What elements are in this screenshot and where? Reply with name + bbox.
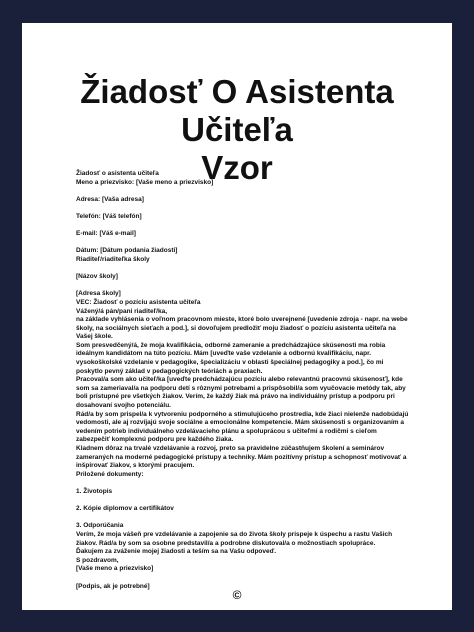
letter-line: zabezpečiť komplexnú podporu pre každého žiaka. <box>76 436 234 444</box>
letter-line: [Vaše meno a priezvisko] <box>76 565 154 573</box>
letter-line: žiakov. Rád/a by som sa osobne predstavil/a a podrobne diskutoval/a o možnostiach spolupráce. <box>76 539 376 547</box>
letter-line: dosahovaní svojho potenciálu. <box>76 402 171 410</box>
letter-line: Verím, že moja vášeň pre vzdelávanie a zapojenie sa do života školy prispeje k úspechu a rastu Vašich <box>76 530 393 538</box>
letter-line: Vážený/á pán/pani riaditeľ/ka, <box>76 307 168 315</box>
blank-line <box>76 265 410 274</box>
letter-line: Pracoval/a som ako učiteľ/ka [uveďte predchádzajúcu pozíciu alebo relevantnú pracovnú skúsenosť], kde <box>76 376 403 384</box>
letter-line: som sa zameriaval/a na podporu detí s rôznymi potrebami a prispôsobil/a som vyučovacie metódy tak, aby <box>76 384 406 392</box>
letter-line: vedením potrieb individuálneho vzdelávacieho plánu a spoluprácou s učiteľmi a rodičmi s cieľom <box>76 427 377 435</box>
letter-line: Meno a priezvisko: [Vaše meno a priezvisko] <box>76 178 214 186</box>
copyright-symbol: © <box>232 588 242 602</box>
blank-line <box>76 574 410 583</box>
letter-line: Žiadosť o asistenta učiteľa <box>76 170 159 177</box>
letter-line: ideálnym kandidátom na túto pozíciu. Mám [uveďte vaše vzdelanie a odbornú kvalifikáciu, napr. <box>76 350 372 358</box>
letter-line: Adresa: [Vaša adresa] <box>76 195 144 203</box>
letter-line: Telefón: [Váš telefón] <box>76 212 142 220</box>
blank-line <box>76 497 410 506</box>
letter-line: 3. Odporúčania <box>76 522 124 530</box>
blank-line <box>76 222 410 231</box>
letter-line: na základe vyhlásenia o voľnom pracovnom mieste, ktoré bolo uverejnené [uvedenie zdroja - napr. na webe <box>76 316 408 324</box>
letter-line: [Podpis, ak je potrebné] <box>76 582 150 590</box>
blank-line <box>76 187 410 196</box>
blank-line <box>76 479 410 488</box>
blank-line <box>76 282 410 291</box>
letter-line: Rád/a by som prispel/a k vytvoreniu podporného a stimulujúceho prostredia, kde žiaci nielenže nadobúdajú <box>76 410 409 418</box>
letter-line: inšpirovať žiakov, s ktorými pracujem. <box>76 462 195 470</box>
letter-line: Dátum: [Dátum podania žiadosti] <box>76 247 178 255</box>
letter-line: E-mail: [Váš e-mail] <box>76 230 136 238</box>
letter-line: Kladnem dôraz na trvalé vzdelávanie a rozvoj, preto sa pravidelne zúčastňujem školení a seminárov <box>76 445 385 452</box>
letter-line: poskytlo pevný základ v pedagogických teóriách a praxiach. <box>76 367 263 375</box>
letter-line: Ďakujem za zváženie mojej žiadosti a teším sa na Vašu odpoveď. <box>76 548 277 556</box>
letter-line: [Adresa školy] <box>76 290 121 298</box>
letter-line: vysokoškolské vzdelanie v pedagogike, špecializáciu v oblasti špeciálnej pedagogiky a pod.], čo mi <box>76 359 384 367</box>
document-page <box>22 23 452 610</box>
letter-line: 1. Životopis <box>76 487 113 495</box>
letter-body <box>76 170 410 591</box>
title-line-1: Žiadosť O Asistenta Učiteľa <box>80 73 394 148</box>
letter-line: Priložené dokumenty: <box>76 470 144 478</box>
letter-line: [Názov školy] <box>76 273 118 281</box>
title-line-2: Vzor <box>201 149 273 186</box>
letter-line: Riaditeľ/riaditeľka školy <box>76 255 150 263</box>
letter-line: boli prístupné pre všetkých žiakov. Verím, že každý žiak má právo na individuálny prístup a podporu pri <box>76 393 395 401</box>
blank-line <box>76 514 410 523</box>
letter-line: vedomosti, ale aj rozvíjajú svoje sociálne a emocionálne kompetencie. Mám skúsenosti s organizovaním a <box>76 419 405 427</box>
letter-line: Vašej škole. <box>76 333 113 341</box>
letter-line: VEC: Žiadosť o pozíciu asistenta učiteľa <box>76 298 201 306</box>
letter-line: Som presvedčený/á, že moja kvalifikácia, odborné zameranie a predchádzajúce skúsenosti ma robia <box>76 341 386 349</box>
letter-line: S pozdravom, <box>76 556 119 564</box>
letter-line: zameraných na moderné pedagogické prístupy a techniky. Mám pozitívny prístup a schopnosť motivovať a <box>76 453 407 461</box>
blank-line <box>76 239 410 248</box>
letter-line: 2. Kópie diplomov a certifikátov <box>76 505 174 513</box>
blank-line <box>76 204 410 213</box>
letter-line: školy, na sociálnych sieťach a pod.], si dovoľujem predložiť moju žiadosť o pozíciu asistenta učiteľa na <box>76 324 396 332</box>
